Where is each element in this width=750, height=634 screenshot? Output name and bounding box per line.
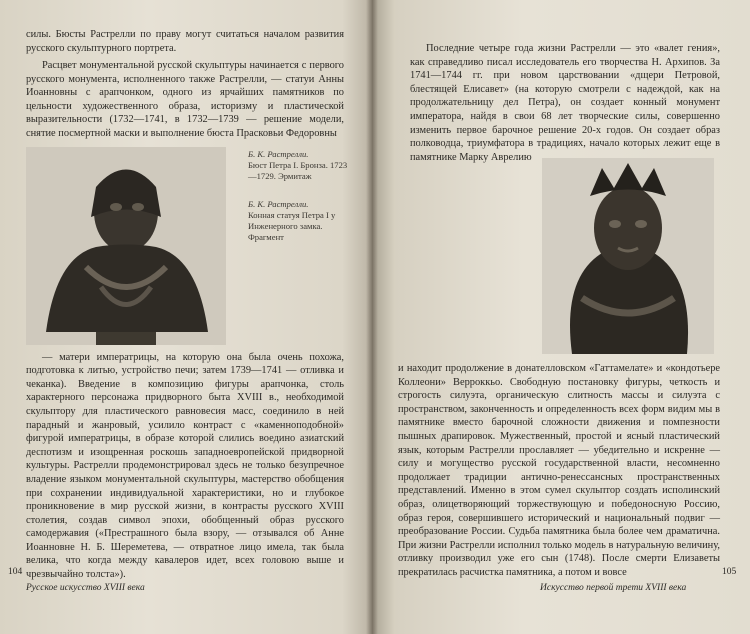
caption-2-text: Конная статуя Петра I у Инженерного замка. Фрагмент — [248, 210, 336, 242]
left-text-top: силы. Бюсты Растрелли по праву могут считаться началом развития русского скульптурного портрета. — [26, 29, 344, 54]
right-page-number: 105 — [722, 567, 737, 577]
caption-1-author: Б. К. Растрелли. — [248, 149, 309, 159]
right-text-top: Последние четыре года жизни Растрелли — это «валет гения», как справедливо писал исследователь его творчества Н. Архипов. За 1741—1744 гг. при новом царствовании «дщери Петровой, блестящей Елисавет» (на которую смотрели с надеждой, как на продолжательницу дел Петра), он создает конный монумент императора, найдя в свои 68 лет творческие силы, совершенно изменить первое барочное решение 20-х годов. Он создает образ полководца, триумфатора в традициях, начало которых лежит еще в памятнике Марку Аврелию — [410, 43, 720, 163]
book-gutter — [366, 0, 378, 634]
equestrian-statue-photo — [542, 158, 714, 354]
left-page-number: 104 — [8, 567, 23, 577]
caption-1-text: Бюст Петра I. Бронза. 1723—1729. Эрмитаж — [248, 160, 348, 181]
right-text-bottom: и находит продолжение в донателловском «Гаттамелате» и «кондотьере Коллеони» Верроккьо. Свободную постановку фигуры, четкость и строгость силуэта, органическую слитность массы и силуэта с пространством, законченность и определенность всех форм видим мы в памятнике вместо барочной сложности движения и помпезности пышных драпировок. Мужественный, простой и ясный пластический язык, которым Растрелли прославляет — убедительно и искренне — силу и могущество русской государственной власти, несомненно продолжает традиции антично-ренессансных пространственных представлений. Именно в этом сумел скульптор создать исполинский образ, олицетворяющий торжествующую и победоносную Россию, образ героя, совершившего исторический и национальный подвиг — преобразование России. Судьба памятника была более чем драматична. При жизни Растрелли исполнил только модель в натуральную величину, отливку производил уже его сын (1748). После смерти Елизаветы прекратилась расчистка памятника, а потом и вовсе — [398, 363, 720, 578]
monument-paragraph — [26, 59, 344, 582]
monument-paragraph-part-1: Расцвет монументальной русской скульптуры начинается с первого русского монумента, исполненного также Растрелли, — статуи Анны Иоанновны с арапчонком, одного из ярчайших памятников по цельности художественного образа, историзму и пластической выразительности (1732—1741, в 1732—1739 — решение модели, снятие посмертной маски и выполнение бюста Прасковьи Федоровны — [26, 60, 344, 139]
monument-paragraph-part-2: — матери императрицы, на которую она была очень похожа, подготовка к литью, устройство печи; затем 1739—1741 — отливка и чеканка). Введение в композицию фигуры арапчонка, столь характерного персонажа придворного быта XVIII в., необходимой скульптору для пластического равновесия масс, соединило в ней парадный и жанровый, усилило контраст с «каменноподобной» фигурой императрицы, в образе которой слились воедино азиатский деспотизм и изощренная роскошь западноевропейской придворной культуры. Растрелли продемонстрировал здесь не только безупречное владение языком монументальной скульптуры, мастерство обобщения при сохранении индивидуальной характеристики, но и глубокое проникновение в мир русской жизни, в контрасты русского XVIII столетия, создав символ эпохи, обобщенный образ русского самодержавия («Престрашного была взору, — отзывался об Анне Иоанновне Н. Б. Шереметева, — отвратное лицо имела, так была велика, что когда между кавалеров идет, всех головою выше и чрезвычайно толста»). — [26, 351, 344, 581]
left-text-monument-wrap — [26, 59, 344, 581]
caption-2-author: Б. К. Растрелли. — [248, 199, 309, 209]
right-page — [372, 0, 750, 634]
right-footer: Искусство первой трети XVIII века — [540, 583, 687, 593]
left-footer: Русское искусство XVIII века — [26, 583, 145, 593]
left-page — [0, 0, 372, 634]
